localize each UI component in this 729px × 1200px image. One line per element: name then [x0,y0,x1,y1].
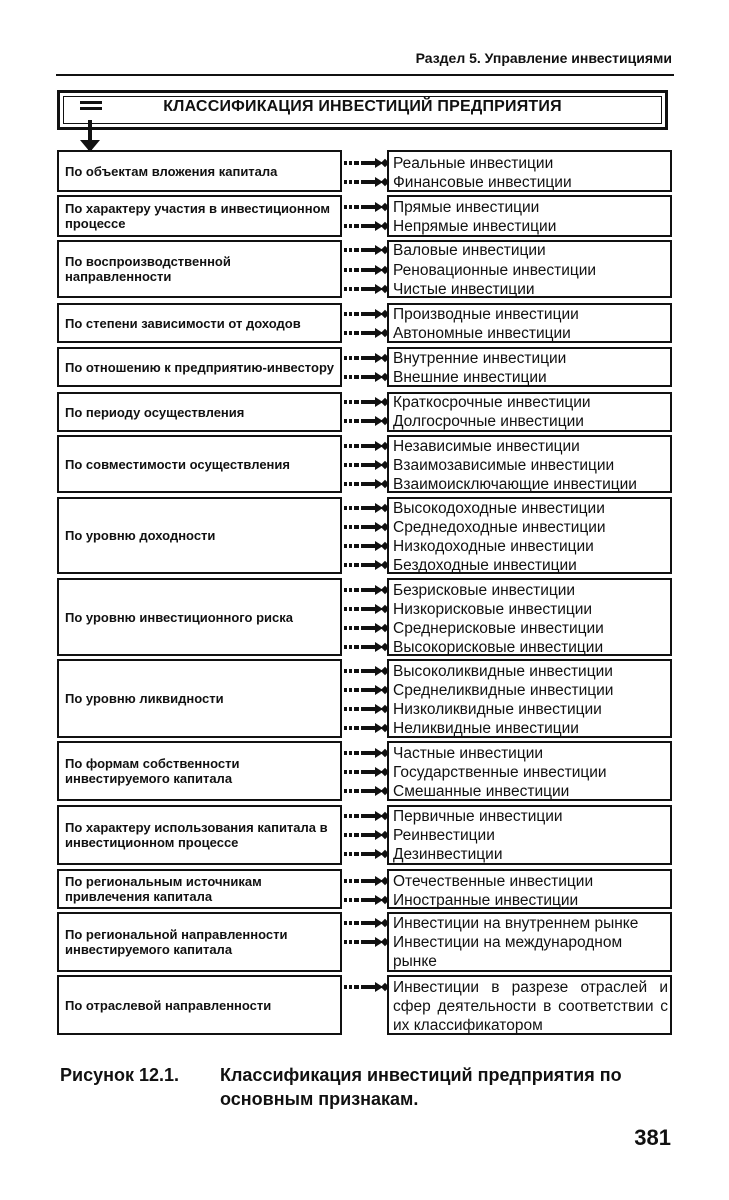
right-arrow-icon [344,265,388,275]
types-box [387,347,672,387]
investment-type-item: Реальные инвестиции [393,155,554,172]
right-arrow-icon [344,623,388,633]
category-label: По отраслевой направленности [65,997,272,1013]
investment-type-item: Взаимоисключающие инвестиции [393,476,637,493]
category-label: По региональной направленности инвестируемого капитала [65,927,288,957]
types-box [387,240,672,298]
right-arrow-icon [344,786,388,796]
right-arrow-icon [344,245,388,255]
right-arrow-icon [344,503,388,513]
investment-type-item: Инвестиции в разрезе отраслей и сфер деятельности в соответствии с их классификатором [393,979,668,1034]
right-arrow-icon [344,522,388,532]
types-box [387,975,672,1035]
investment-type-item: Независимые инвестиции [393,438,580,455]
category-box [57,741,342,801]
category-label: По совместимости осуществления [65,456,290,472]
investment-type-item: Иностранные инвестиции [393,892,579,909]
right-arrow-icon [344,585,388,595]
right-arrow-icon [344,666,388,676]
types-box [387,741,672,801]
investment-type-item: Высоколиквидные инвестиции [393,663,613,680]
category-label: По уровню доходности [65,528,216,543]
running-header-text: Раздел 5. Управление инвестициями [415,50,672,66]
category-box [57,240,342,298]
right-arrow-icon [344,221,388,231]
category-box [57,912,342,972]
right-arrow-icon [344,830,388,840]
investment-type-item: Частные инвестиции [393,745,544,762]
right-arrow-icon [344,328,388,338]
investment-type-item: Производные инвестиции [393,306,579,323]
right-arrow-icon [344,723,388,733]
investment-type-item: Валовые инвестиции [393,242,546,259]
investment-type-item: Низкодоходные инвестиции [393,538,594,555]
right-arrow-icon [344,353,388,363]
investment-type-item: Среднерисковые инвестиции [393,620,604,637]
category-label: По степени зависимости от доходов [65,315,301,331]
investment-type-item: Бездоходные инвестиции [393,557,577,574]
category-label: По отношению к предприятию-инвестору [65,359,334,375]
types-box [387,578,672,656]
category-label: По уровню инвестиционного риска [65,609,293,625]
right-arrow-icon [344,982,388,992]
category-label: По характеру использования капитала в инвестиционном процессе [65,820,328,850]
types-box [387,497,672,574]
right-arrow-icon [344,309,388,319]
category-box [57,578,342,656]
right-arrow-icon [344,202,388,212]
investment-type-item: Неликвидные инвестиции [393,720,579,737]
right-arrow-icon [344,604,388,614]
caption-label: Рисунок 12.1. [60,1065,180,1085]
investment-type-item: Высокорисковые инвестиции [393,639,604,656]
investment-type-item: Краткосрочные инвестиции [393,394,591,411]
category-label: По периоду осуществления [65,404,245,420]
page-number: 381 [634,1125,671,1150]
category-label: По характеру участия в инвестиционном процессе [65,201,330,231]
right-arrow-icon [344,748,388,758]
right-arrow-icon [344,541,388,551]
investment-type-item: Автономные инвестиции [393,325,571,342]
investment-type-item: Внутренние инвестиции [393,350,567,367]
investment-type-item: Чистые инвестиции [393,281,535,298]
investment-type-item: Инвестиции на внутреннем рынке [393,915,639,932]
right-arrow-icon [344,372,388,382]
right-arrow-icon [344,642,388,652]
investment-type-item: Отечественные инвестиции [393,873,594,890]
right-arrow-icon [344,704,388,714]
right-arrow-icon [344,918,388,928]
running-header [56,50,674,76]
investment-type-item: Дезинвестиции [393,846,503,863]
category-box [57,347,342,387]
category-box [57,195,342,237]
category-box [57,805,342,865]
caption-text: Классификация инвестиций предприятия по основным признакам. [220,1065,622,1109]
category-label: По уровню ликвидности [65,691,224,706]
diagram-title: КЛАССИФИКАЦИЯ ИНВЕСТИЦИЙ ПРЕДПРИЯТИЯ [163,98,562,115]
category-box [57,975,342,1035]
types-box [387,659,672,738]
right-arrow-icon [344,895,388,905]
investment-type-item: Взаимозависимые инвестиции [393,457,615,474]
investment-type-item: Инвестиции на международном рынке [393,934,623,970]
investment-type-item: Государственные инвестиции [393,764,607,781]
right-arrow-icon [344,560,388,570]
investment-type-item: Реновационные инвестиции [393,262,597,279]
category-box [57,497,342,574]
right-arrow-icon [344,767,388,777]
types-box [387,869,672,909]
investment-type-item: Низкорисковые инвестиции [393,601,593,618]
right-arrow-icon [344,441,388,451]
investment-type-item: Долгосрочные инвестиции [393,413,584,430]
investment-type-item: Низколиквидные инвестиции [393,701,602,718]
investment-type-item: Внешние инвестиции [393,369,547,386]
right-arrow-icon [344,937,388,947]
right-arrow-icon [344,177,388,187]
investment-type-item: Реинвестиции [393,827,495,844]
header-rule [56,74,674,76]
right-arrow-icon [344,158,388,168]
investment-type-item: Смешанные инвестиции [393,783,570,800]
investment-type-item: Среднеликвидные инвестиции [393,682,614,699]
right-arrow-icon [344,479,388,489]
investment-type-item: Среднедоходные инвестиции [393,519,606,536]
category-label: По воспроизводственной направленности [65,254,231,284]
types-box [387,912,672,972]
right-arrow-icon [344,284,388,294]
right-arrow-icon [344,849,388,859]
types-box [387,435,672,493]
right-arrow-icon [344,416,388,426]
investment-type-item: Непрямые инвестиции [393,218,557,235]
investment-type-item: Первичные инвестиции [393,808,563,825]
category-box [57,869,342,909]
right-arrow-icon [344,685,388,695]
category-box [57,392,342,432]
investment-type-item: Прямые инвестиции [393,199,540,216]
types-box [387,805,672,865]
category-label: По региональным источникам привлечения капитала [65,874,262,904]
category-box [57,659,342,738]
types-box [387,392,672,432]
category-label: По объектам вложения капитала [65,163,278,179]
investment-type-item: Финансовые инвестиции [393,174,572,191]
category-box [57,435,342,493]
category-box [57,150,342,192]
types-box [387,150,672,192]
diagram-title-frame [57,90,668,130]
right-arrow-icon [344,876,388,886]
types-box [387,303,672,343]
right-arrow-icon [344,811,388,821]
right-arrow-icon [344,460,388,470]
types-box [387,195,672,237]
right-arrow-icon [344,397,388,407]
category-box [57,303,342,343]
category-label: По формам собственности инвестируемого капитала [65,756,240,786]
investment-type-item: Безрисковые инвестиции [393,582,576,599]
investment-type-item: Высокодоходные инвестиции [393,500,605,517]
